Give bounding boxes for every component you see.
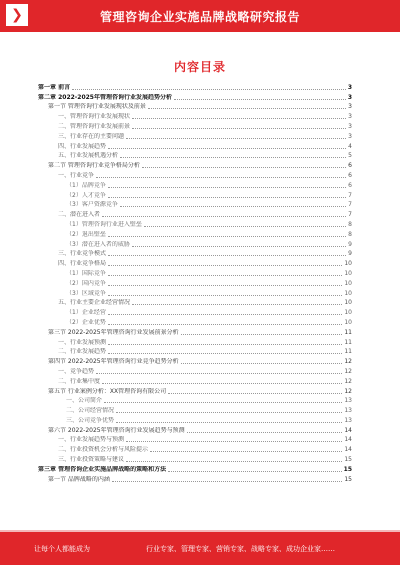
toc-entry-page: 3 xyxy=(348,103,352,111)
toc-leader-dots xyxy=(116,411,342,413)
toc-entry-page: 9 xyxy=(348,240,352,248)
toc-entry-title: 第三节 2022-2025年管理咨询行业发展前景分析 xyxy=(48,328,179,336)
toc-entry-title: 第二章 2022-2025年管理咨询行业发展趋势分析 xyxy=(38,93,172,101)
toc-entry-page: 5 xyxy=(348,152,352,160)
toc-leader-dots xyxy=(108,313,343,315)
toc-entry-page: 3 xyxy=(348,132,352,140)
toc-entry-page: 10 xyxy=(344,299,352,307)
toc-entry-page: 10 xyxy=(344,289,352,297)
toc-entry-page: 13 xyxy=(344,416,352,424)
toc-entry-title: 二、行业发展趋势 xyxy=(58,348,107,356)
toc-entry-page: 15 xyxy=(343,465,352,473)
toc-leader-dots xyxy=(132,303,342,305)
toc-leader-dots xyxy=(108,235,346,237)
toc-entry[interactable] xyxy=(38,415,352,425)
report-title: 管理咨询企业实施品牌战略研究报告 xyxy=(99,10,300,24)
toc-leader-dots xyxy=(104,401,342,403)
toc-entry-page: 7 xyxy=(348,201,352,209)
footer-bar xyxy=(0,532,400,565)
toc-entry-page: 10 xyxy=(344,318,352,326)
toc-leader-dots xyxy=(108,352,342,354)
toc-entry-title: 第三章 管理咨询企业实施品牌战略的策略和方法 xyxy=(38,465,167,473)
toc-leader-dots xyxy=(108,254,346,256)
toc-entry-page: 15 xyxy=(344,456,352,464)
toc-entry-page: 8 xyxy=(348,220,352,228)
toc-entry[interactable] xyxy=(38,180,352,190)
toc-leader-dots xyxy=(108,274,343,276)
toc-entry[interactable] xyxy=(38,376,352,386)
toc-entry[interactable] xyxy=(38,121,352,131)
toc-leader-dots xyxy=(132,127,346,129)
toc-entry-title: 二、行业投资机会分析与风险提示 xyxy=(58,446,149,454)
toc-entry-page: 13 xyxy=(344,407,352,415)
toc-entry-title: 三、行业投资策略与建议 xyxy=(58,456,125,464)
toc-entry[interactable] xyxy=(38,239,352,249)
toc-leader-dots xyxy=(108,264,342,266)
toc-entry[interactable] xyxy=(38,307,352,317)
toc-leader-dots xyxy=(168,470,342,472)
toc-entry-title: 二、潜在进入者 xyxy=(58,211,101,219)
toc-leader-dots xyxy=(112,480,342,482)
toc-entry-title: （1）品牌竞争 xyxy=(66,181,106,189)
toc-entry[interactable] xyxy=(38,219,352,229)
toc-entry-page: 3 xyxy=(347,83,352,91)
toc-entry[interactable] xyxy=(38,190,352,200)
toc-entry[interactable] xyxy=(38,258,352,268)
toc-leader-dots xyxy=(150,450,342,452)
toc-entry-title: 三、公司竞争优势 xyxy=(66,416,115,424)
toc-entry[interactable] xyxy=(38,464,352,474)
toc-entry-page: 6 xyxy=(348,171,352,179)
toc-leader-dots xyxy=(108,323,343,325)
toc-entry-page: 15 xyxy=(344,475,352,483)
toc-entry-page: 13 xyxy=(344,397,352,405)
brand-logo-icon: ❯ xyxy=(6,4,28,26)
toc-entry-page: 10 xyxy=(344,279,352,287)
toc-entry-title: 四、行业竞争格局 xyxy=(58,260,107,268)
toc-leader-dots xyxy=(96,372,342,374)
toc-entry[interactable] xyxy=(38,288,352,298)
toc-entry-page: 6 xyxy=(348,162,352,170)
toc-entry[interactable] xyxy=(38,249,352,259)
toc-entry[interactable] xyxy=(38,268,352,278)
toc-entry-title: 五、行业主要企业经营情况 xyxy=(58,299,131,307)
toc-entry-title: （3）区域竞争 xyxy=(66,289,106,297)
toc-entry-title: 二、公司经营情况 xyxy=(66,407,115,415)
toc-entry-page: 12 xyxy=(344,358,352,366)
toc-entry-page: 8 xyxy=(348,230,352,238)
toc-entry-page: 10 xyxy=(344,269,352,277)
toc-entry-title: 第二节 管理咨询行业竞争格局分析 xyxy=(48,162,140,170)
toc-entry[interactable] xyxy=(38,444,352,454)
toc-leader-dots xyxy=(108,343,342,345)
toc-entry-title: 一、行业竞争 xyxy=(58,171,95,179)
toc-entry-title: （1）管理咨询行业进入壁垒 xyxy=(66,220,142,228)
toc-entry[interactable] xyxy=(38,317,352,327)
footer-tagline: 行业专家、管理专家、营销专家、战略专家、成功企业家…… xyxy=(146,545,335,553)
toc-entry-title: 一、管理咨询行业发展现状 xyxy=(58,113,131,121)
toc-entry[interactable] xyxy=(38,141,352,151)
toc-leader-dots xyxy=(174,98,346,100)
toc-entry-page: 4 xyxy=(348,142,352,150)
toc-entry-page: 3 xyxy=(347,93,352,101)
toc-entry-title: （1）国际竞争 xyxy=(66,269,106,277)
toc-entry[interactable] xyxy=(38,356,352,366)
toc-entry-page: 14 xyxy=(344,446,352,454)
table-of-contents xyxy=(38,82,352,484)
toc-entry-page: 11 xyxy=(344,348,352,356)
toc-entry[interactable] xyxy=(38,170,352,180)
toc-leader-dots xyxy=(181,362,343,364)
toc-entry-title: 三、行业存在的主要问题 xyxy=(58,132,125,140)
toc-entry-title: 第一章 前言 xyxy=(38,83,71,91)
toc-entry-title: 二、管理咨询行业发展前景 xyxy=(58,122,131,130)
toc-entry[interactable] xyxy=(38,160,352,170)
toc-entry[interactable] xyxy=(38,82,352,92)
toc-leader-dots xyxy=(108,186,346,188)
toc-entry-title: 五、行业发展机遇分析 xyxy=(58,152,119,160)
toc-entry-title: （1）企业经营 xyxy=(66,309,106,317)
toc-entry-page: 7 xyxy=(348,191,352,199)
toc-entry-title: （2）企业优势 xyxy=(66,318,106,326)
toc-entry-title: 三、行业竞争模式 xyxy=(58,250,107,258)
toc-entry[interactable] xyxy=(38,298,352,308)
toc-entry-title: （2）人才竞争 xyxy=(66,191,106,199)
toc-entry-title: （2）退出壁垒 xyxy=(66,230,106,238)
toc-entry-page: 12 xyxy=(344,367,352,375)
toc-entry[interactable] xyxy=(38,209,352,219)
toc-entry-title: （3）潜在进入者的威胁 xyxy=(66,240,130,248)
toc-leader-dots xyxy=(144,225,346,227)
toc-entry[interactable] xyxy=(38,435,352,445)
toc-entry-title: 一、竞争趋势 xyxy=(58,367,95,375)
toc-leader-dots xyxy=(72,88,346,90)
toc-leader-dots xyxy=(126,460,342,462)
toc-entry[interactable] xyxy=(38,386,352,396)
toc-entry-title: 第六节 2022-2025年管理咨询行业发展趋势与预测 xyxy=(48,426,185,434)
toc-leader-dots xyxy=(168,392,342,394)
toc-entry[interactable] xyxy=(38,102,352,112)
toc-leader-dots xyxy=(108,294,343,296)
toc-leader-dots xyxy=(187,431,343,433)
toc-heading: 内容目录 xyxy=(173,60,226,74)
toc-entry[interactable] xyxy=(38,111,352,121)
toc-entry-page: 14 xyxy=(344,436,352,444)
toc-leader-dots xyxy=(116,421,342,423)
toc-leader-dots xyxy=(108,196,346,198)
footer-slogan: 让每个人都能成为 xyxy=(34,545,90,553)
toc-entry-page: 7 xyxy=(348,211,352,219)
toc-entry-page: 3 xyxy=(348,122,352,130)
toc-entry-title: 第五节 行业案例分析：XX管理咨询有限公司 xyxy=(48,387,167,395)
toc-entry-title: 第一节 管理咨询行业发展现状及前景 xyxy=(48,103,146,111)
toc-entry-title: 一、行业发展预测 xyxy=(58,338,107,346)
toc-entry[interactable] xyxy=(38,347,352,357)
header-bar xyxy=(0,0,400,32)
toc-entry[interactable] xyxy=(38,151,352,161)
toc-entry[interactable] xyxy=(38,92,352,102)
toc-entry-title: 第四节 2022-2025年管理咨询行业竞争趋势分析 xyxy=(48,358,179,366)
toc-entry-title: 二、行业集中度 xyxy=(58,377,101,385)
toc-entry[interactable] xyxy=(38,278,352,288)
toc-leader-dots xyxy=(126,137,346,139)
toc-leader-dots xyxy=(148,107,346,109)
toc-leader-dots xyxy=(126,440,342,442)
toc-entry[interactable] xyxy=(38,396,352,406)
toc-entry[interactable] xyxy=(38,405,352,415)
toc-entry-page: 11 xyxy=(344,338,352,346)
toc-leader-dots xyxy=(96,176,346,178)
toc-leader-dots xyxy=(142,166,346,168)
toc-entry-page: 10 xyxy=(344,260,352,268)
toc-entry[interactable] xyxy=(38,200,352,210)
toc-entry-page: 14 xyxy=(344,426,352,434)
toc-entry[interactable] xyxy=(38,327,352,337)
toc-entry-title: 第一节 品牌战略的内涵 xyxy=(48,475,110,483)
toc-entry-page: 12 xyxy=(344,377,352,385)
toc-entry-title: 一、公司简介 xyxy=(66,397,103,405)
toc-entry-page: 11 xyxy=(344,328,352,336)
toc-leader-dots xyxy=(108,284,343,286)
toc-entry[interactable] xyxy=(38,131,352,141)
toc-entry-page: 3 xyxy=(348,113,352,121)
toc-leader-dots xyxy=(102,382,342,384)
toc-entry[interactable] xyxy=(38,454,352,464)
toc-entry-title: 一、行业发展趋势与预测 xyxy=(58,436,125,444)
toc-entry-title: 四、行业发展趋势 xyxy=(58,142,107,150)
toc-leader-dots xyxy=(120,205,346,207)
toc-entry-page: 12 xyxy=(344,387,352,395)
toc-entry-page: 6 xyxy=(348,181,352,189)
toc-leader-dots xyxy=(181,333,343,335)
toc-leader-dots xyxy=(132,117,346,119)
toc-entry[interactable] xyxy=(38,229,352,239)
toc-entry-title: （3）客户资源竞争 xyxy=(66,201,118,209)
toc-entry[interactable] xyxy=(38,425,352,435)
toc-entry-page: 10 xyxy=(344,309,352,317)
toc-entry[interactable] xyxy=(38,337,352,347)
toc-leader-dots xyxy=(120,156,346,158)
toc-entry-page: 9 xyxy=(348,250,352,258)
toc-entry[interactable] xyxy=(38,474,352,484)
toc-leader-dots xyxy=(108,147,346,149)
toc-entry-title: （2）国内竞争 xyxy=(66,279,106,287)
toc-entry[interactable] xyxy=(38,366,352,376)
toc-leader-dots xyxy=(102,215,346,217)
toc-leader-dots xyxy=(132,245,346,247)
